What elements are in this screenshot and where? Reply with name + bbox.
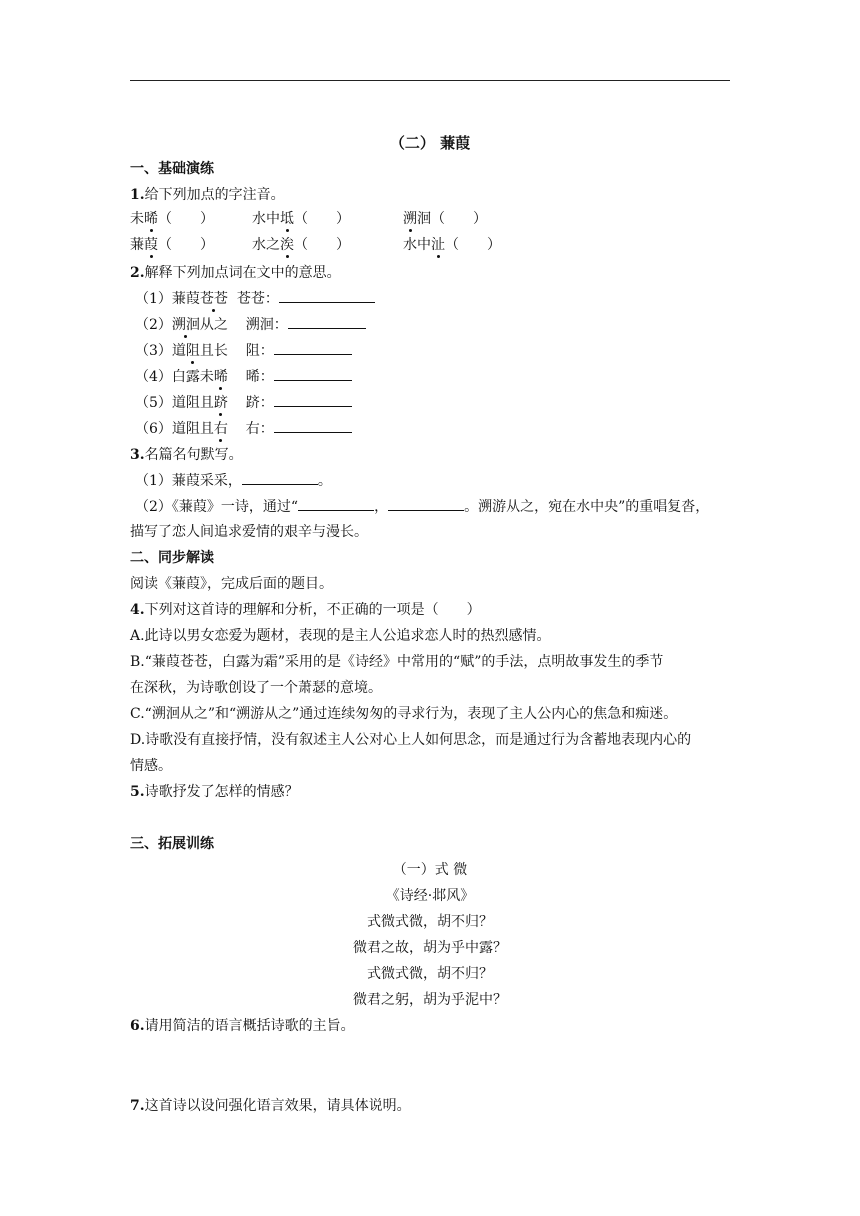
- q5-prompt: 5.诗歌抒发了怎样的情感？: [130, 784, 299, 800]
- section2-heading: 二、同步解读: [130, 550, 214, 566]
- q1-item: 未晞（ ）: [130, 211, 214, 227]
- poem-title: （一）式 微: [392, 862, 468, 878]
- q3-line2: （2）《蒹葭》一诗，通过“ ， 。溯游从之，宛在水中央”的重唱复沓，: [135, 499, 710, 515]
- q1-prompt: 1.给下列加点的字注音。: [130, 187, 285, 203]
- answer-blank[interactable]: [388, 497, 464, 511]
- q2-item: （3）道阻且长 阻：: [135, 341, 352, 360]
- q4-prompt: 4.下列对这首诗的理解和分析，不正确的一项是（ ）: [130, 602, 481, 618]
- q4-option-b-cont: 在深秋，为诗歌创设了一个萧瑟的意境。: [130, 680, 382, 696]
- q1-item: 水中坻（ ）: [252, 211, 350, 227]
- answer-blank[interactable]: [274, 367, 352, 381]
- q1-item: 水中沚（ ）: [403, 237, 501, 253]
- q1-item: 溯洄（ ）: [403, 211, 487, 227]
- q4-option-a: A.此诗以男女恋爱为题材，表现的是主人公追求恋人时的热烈感情。: [130, 628, 551, 644]
- q7-prompt: 7.这首诗以设问强化语言效果，请具体说明。: [130, 1098, 411, 1114]
- q4-option-d-cont: 情感。: [130, 758, 172, 774]
- q4-option-b: B.“蒹葭苍苍，白露为霜”采用的是《诗经》中常用的“赋”的手法，点明故事发生的季节: [130, 654, 664, 670]
- answer-blank[interactable]: [274, 341, 352, 355]
- q2-item: （5）道阻且跻 跻：: [135, 393, 352, 412]
- header-rule: [130, 80, 730, 81]
- answer-blank[interactable]: [274, 419, 352, 433]
- section3-heading: 三、拓展训练: [130, 836, 214, 852]
- q3-prompt: 3.名篇名句默写。: [130, 447, 243, 463]
- q6-prompt: 6.请用简洁的语言概括诗歌的主旨。: [130, 1018, 355, 1034]
- poem-source: 《诗经·邶风》: [385, 888, 475, 904]
- q4-option-d: D.诗歌没有直接抒情，没有叙述主人公对心上人如何思念，而是通过行为含蓄地表现内心的: [130, 732, 692, 748]
- reading-intro: 阅读《蒹葭》，完成后面的题目。: [130, 576, 333, 592]
- poem-line: 微君之躬，胡为乎泥中？: [353, 992, 507, 1008]
- poem-line: 式微式微，胡不归？: [367, 966, 493, 982]
- q3-line1: （1）蒹葭采采， 。: [135, 473, 332, 489]
- q3-line3: 描写了恋人间追求爱情的艰辛与漫长。: [130, 524, 368, 540]
- q4-option-c: C.“溯洄从之”和“溯游从之”通过连续匆匆的寻求行为，表现了主人公内心的焦急和痴迷。: [130, 706, 678, 722]
- q2-item: （1）蒹葭苍苍 苍苍：: [135, 289, 375, 308]
- poem-line: 式微式微，胡不归？: [367, 914, 493, 930]
- q2-item: （4）白露未晞 晞：: [135, 367, 352, 386]
- answer-blank[interactable]: [279, 289, 375, 303]
- q1-item: 水之涘（ ）: [252, 237, 350, 253]
- page-title: （二） 蒹葭: [389, 134, 471, 152]
- poem-line: 微君之故，胡为乎中露？: [353, 940, 507, 956]
- q2-item: （2）溯洄从之 溯洄：: [135, 315, 366, 334]
- answer-blank[interactable]: [274, 393, 352, 407]
- q2-item: （6）道阻且右 右：: [135, 419, 352, 438]
- q2-prompt: 2.解释下列加点词在文中的意思。: [130, 265, 341, 281]
- q1-item: 蒹葭（ ）: [130, 237, 214, 253]
- answer-blank[interactable]: [298, 497, 374, 511]
- answer-blank[interactable]: [242, 471, 318, 485]
- section1-heading: 一、基础演练: [130, 161, 214, 177]
- answer-blank[interactable]: [288, 315, 366, 329]
